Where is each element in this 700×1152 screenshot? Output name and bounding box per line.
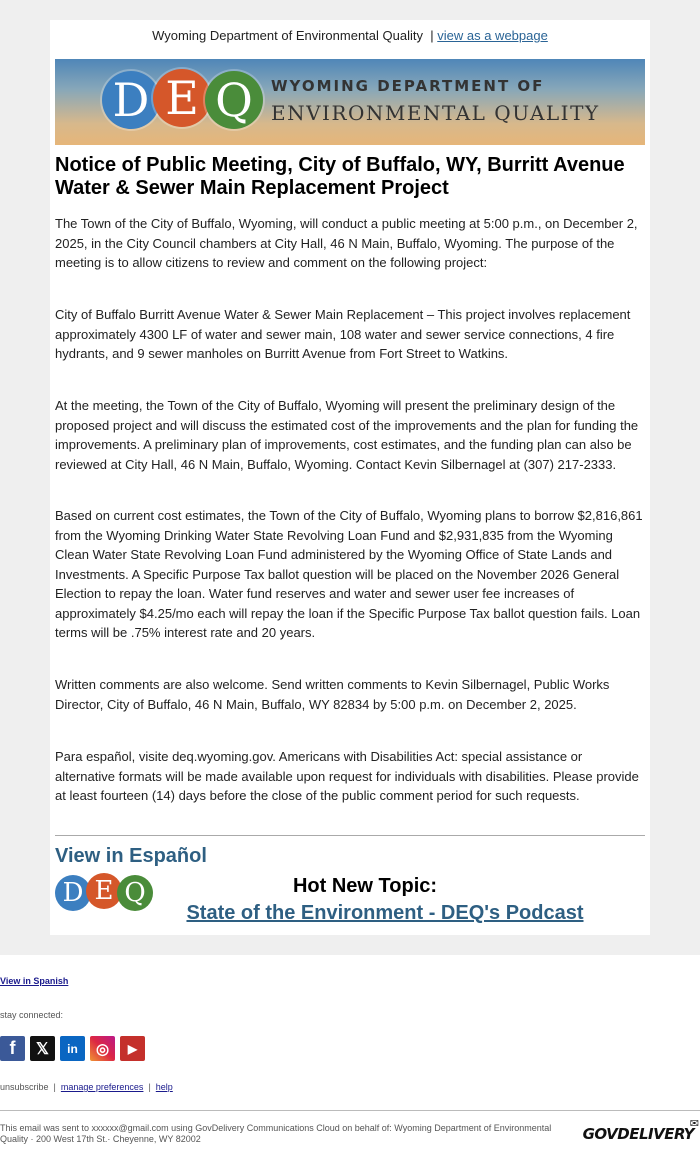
divider bbox=[55, 835, 645, 836]
x-icon[interactable]: 𝕏 bbox=[30, 1036, 55, 1061]
view-as-webpage-link[interactable]: view as a webpage bbox=[437, 28, 548, 43]
manage-preferences-link[interactable]: manage preferences bbox=[60, 1082, 144, 1092]
paragraph-meeting: The Town of the City of Buffalo, Wyoming, will conduct a public meeting at 5:00 p.m., on December 2, 2025, in the City Council chambers at City Hall, 46 N Main, Buffalo, Wyoming. The purpose of the meeting is to allow citizens to review and comment on the following project: bbox=[55, 216, 638, 270]
footer-separator: | bbox=[148, 1082, 151, 1092]
paragraph-presentation: At the meeting, the Town of the City of Buffalo, Wyoming will present the preliminary design of the proposed project and will discuss the estimated cost of the improvements and the plan for funding the improvements. A preliminary plan of improvements, cost estimates, and the funding plan can also be reviewed at City Hall, 46 N Main, Buffalo, Wyoming. Contact Kevin Silbernagel at (307) 217-2333. bbox=[55, 398, 639, 472]
podcast-link[interactable]: State of the Environment - DEQ's Podcast bbox=[186, 902, 584, 924]
footer-links bbox=[0, 1082, 173, 1092]
footer-separator: | bbox=[53, 1082, 56, 1092]
stay-connected-label: stay connected: bbox=[0, 1010, 64, 1020]
paragraph-comments: Written comments are also welcome. Send written comments to Kevin Silbernagel, Public Works Director, City of Buffalo, 46 N Main, Buffalo, WY 82834 by 5:00 p.m. on December 2, 2025. bbox=[55, 677, 610, 712]
instagram-icon[interactable]: ◎ bbox=[90, 1036, 115, 1061]
paragraph-accessibility: Para español, visite deq.wyoming.gov. Americans with Disabilities Act: special assistance or alternative formats will be made available upon request for individuals with disabilities. Please provide at least fourteen (14) days before the close of the public comment period for such requests. bbox=[55, 749, 639, 803]
footer-divider bbox=[0, 1110, 700, 1111]
deq-logo-d: D bbox=[102, 71, 160, 129]
deq-banner bbox=[55, 59, 645, 145]
deq-small-logo-e: E bbox=[86, 873, 122, 909]
deq-logo-e: E bbox=[153, 69, 211, 127]
deq-small-logo-d: D bbox=[55, 875, 91, 911]
deq-small-logo-q: Q bbox=[117, 875, 153, 911]
unsubscribe-link[interactable]: unsubscribe bbox=[0, 1082, 49, 1092]
view-in-espanol-link[interactable]: View in Español bbox=[55, 845, 207, 867]
notice-title: Notice of Public Meeting, City of Buffalo, WY, Burritt Avenue Water & Sewer Main Replacement Project bbox=[55, 154, 625, 199]
social-icons bbox=[0, 1036, 145, 1061]
govdelivery-logo[interactable]: GOVDELIVERY bbox=[582, 1125, 694, 1143]
linkedin-icon[interactable]: in bbox=[60, 1036, 85, 1061]
deq-logo-q: Q bbox=[205, 71, 263, 129]
youtube-icon[interactable]: ▶ bbox=[120, 1036, 145, 1061]
footer bbox=[0, 955, 700, 1152]
preheader-separator: | bbox=[430, 28, 434, 43]
banner-line1: WYOMING DEPARTMENT OF bbox=[271, 77, 545, 95]
facebook-icon[interactable]: f bbox=[0, 1036, 25, 1061]
help-link[interactable]: help bbox=[155, 1082, 173, 1092]
envelope-icon: ✉ bbox=[689, 1118, 699, 1130]
hot-topic-label: Hot New Topic: bbox=[292, 875, 438, 897]
view-in-spanish-link[interactable]: View in Spanish bbox=[0, 976, 69, 986]
preheader bbox=[50, 28, 650, 43]
email-card bbox=[50, 20, 650, 935]
banner-line2: ENVIRONMENTAL QUALITY bbox=[271, 101, 600, 125]
sent-notice: This email was sent to xxxxxx@gmail.com using GovDelivery Communications Cloud on behalf of: Wyoming Department of Environmental Quality · 200 West 17th St.· Cheyenne, WY 82002 bbox=[0, 1123, 552, 1144]
paragraph-project: City of Buffalo Burritt Avenue Water & Sewer Main Replacement – This project involves replacement approximately 4300 LF of water and sewer main, 108 water and sewer service connections, 4 fire hydrants, and 9 sewer manholes on Burritt Avenue from Fort Street to Watkins. bbox=[55, 307, 631, 361]
paragraph-funding: Based on current cost estimates, the Town of the City of Buffalo, Wyoming plans to borrow $2,816,861 from the Wyoming Drinking Water State Revolving Loan Fund and $2,931,835 from the Wyoming Clean Water State Revolving Loan Fund administered by the Wyoming Office of State Lands and Investments. A Specific Purpose Tax ballot question will be placed on the November 2026 General Election to repay the loan. Water fund reserves and water and sewer user fee increases of approximately $4.25/mo each will repay the loan if the Specific Purpose Tax ballot question fails. Loan terms will be .75% interest rate and 20 years. bbox=[55, 508, 643, 640]
org-name: Wyoming Department of Environmental Quality bbox=[152, 28, 423, 43]
deq-small-logo bbox=[55, 873, 155, 913]
